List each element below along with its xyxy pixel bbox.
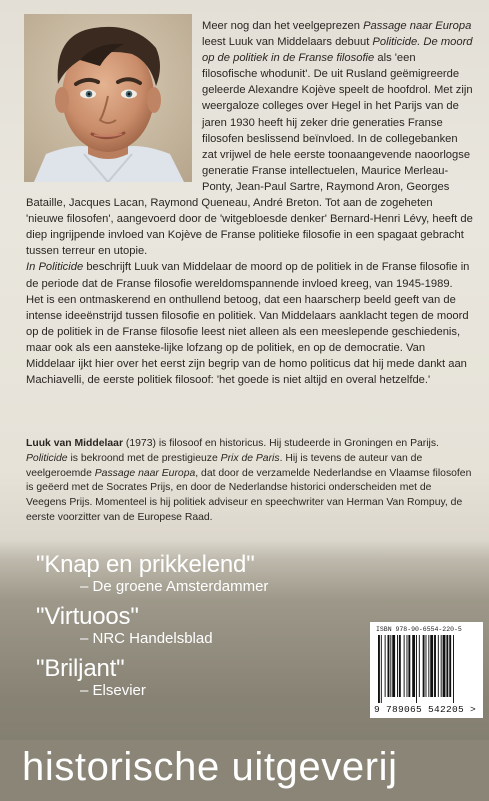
press-quote (36, 656, 366, 700)
blurb-p2-b: beschrijft Luuk van Middelaar de moord op de politiek in de Franse filosofie in de periode dat de Franse filosofie wereldomspannende invloed kreeg, van 1945-1989. Het is een ontmaskerend en onthullend betoog, dat een haarscherp beeld geeft van de intense ideeënstrijd tussen filosofie en politiek. Van Middelaars aanklacht tegen de moord op de politiek in de Franse filosofie leest niet alleen als een meeslepende geschiedenis, maar ook als een aansteke-lijke lofzang op de politiek, en op de democratie. Van Middelaar ijkt hier over het eerst zijn begrip van de homo politicus dat hij mede dankt aan Machiavelli, de eerste politiek filosoof: 'het goede is niet altijd en overal hetzelfde.' (26, 261, 470, 387)
barcode-bar (378, 635, 380, 703)
isbn-barcode (370, 622, 483, 718)
bio-text-7: , dat door de verzamelde Nederlandse en Vlaamse filosofen is geëerd met de Socrates Prijs, en door de Nederlandse historici onderscheiden met de Veegens Prijs. Momenteel is hij politiek adviseur en speechwriter van Herman Van Rompuy, de eerste voorzitter van de Europese Raad. (26, 467, 472, 523)
press-quote (36, 604, 366, 648)
barcode-bar (434, 635, 436, 697)
barcode-bar (416, 635, 417, 703)
barcode-bars (374, 635, 479, 703)
bio-title-passage: Passage naar Europa (94, 467, 196, 479)
barcode-bar (441, 635, 442, 697)
quote-source: – De groene Amsterdammer (80, 578, 269, 595)
barcode-bar (388, 635, 390, 697)
blurb-p2-a: In Politicide (26, 261, 84, 274)
barcode-bar (399, 635, 401, 697)
barcode-digits: 9 789065 542205 > (374, 704, 477, 715)
barcode-bar (407, 635, 408, 697)
blurb-text (26, 18, 473, 388)
barcode-bar (419, 635, 420, 697)
barcode-bar (430, 635, 433, 697)
bio-text-5: . Hij is tevens de auteur van de veelgeroemde (26, 452, 423, 479)
bio-text-3: is bekroond met de prestigieuze (67, 452, 221, 464)
barcode-bar (397, 635, 398, 697)
barcode-bar (446, 635, 448, 697)
quote-source: – Elsevier (80, 682, 146, 699)
quote-title: "Virtuoos" (36, 603, 139, 630)
bio-title-politicide: Politicide (26, 452, 68, 464)
barcode-bar (385, 635, 386, 697)
barcode-bar (423, 635, 425, 697)
blurb-paragraph-2 (26, 259, 473, 388)
blurb-p1-e: als 'een filosofische whodunit'. De uit Rusland geëmigreerde geleerde Alexandre Kojève speelt de hoofdrol. Met zijn weergaloze colleges over Hegel in het Parijs van de jaren 1930 heeft hij zeker drie generaties Franse filosofen beslissend beïnvloed. In de collegebanken zat vrijwel de hele eerste toonaangevende naoorlogse generatie Franse intellectuelen, Maurice Merleau-Ponty, Jean-Paul Sartre, Raymond Aron, Georges Bataille, Jacques Lacan, Raymond Queneau, André Breton. Tot aan de zogeheten 'nieuwe filosofen', aangevoerd door de 'witgebloesde denker' Bernard-Henri Lévy, heeft de diep ingrijpende invloed van Kojève de Franse politieke filosofie in een spagaat gebracht tussen terreur en utopie. (26, 52, 473, 258)
press-quote (36, 552, 366, 596)
bio-prize: Prix de Paris (220, 452, 280, 464)
blurb-p1-title-politicide: Politicide. De moord op de politiek in de Franse filosofie (202, 36, 473, 65)
author-bio (26, 437, 473, 526)
barcode-bar (443, 635, 446, 697)
blurb-p1-c: leest Luuk van Middelaars debuut (202, 36, 373, 49)
barcode-bar (453, 635, 454, 703)
barcode-bar (449, 635, 451, 697)
quote-source: – NRC Handelsblad (80, 630, 213, 647)
barcode-bar (404, 635, 405, 697)
barcode-bar (408, 635, 410, 697)
isbn-number: ISBN 978-90-6554-220-5 (376, 626, 462, 633)
barcode-bar (428, 635, 429, 697)
barcode-bar (412, 635, 415, 697)
barcode-bar (438, 635, 439, 697)
author-name: Luuk van Middelaar (26, 438, 124, 449)
blurb-p1-a: Meer nog dan het veelgeprezen (202, 20, 364, 32)
quote-title: "Knap en prikkelend" (36, 551, 255, 578)
barcode-bar (390, 635, 391, 697)
barcode-bar (426, 635, 427, 697)
barcode-bar (392, 635, 395, 697)
bio-text-1: (1973) is filosoof en historicus. Hij studeerde in Groningen en Parijs. (123, 438, 439, 449)
quote-title: "Briljant" (36, 655, 125, 682)
publisher-name: historische uitgeverij (22, 745, 398, 789)
barcode-bar (381, 635, 382, 703)
blurb-p1-title-passage: Passage naar Europa (363, 20, 472, 32)
press-quotes (36, 552, 366, 708)
